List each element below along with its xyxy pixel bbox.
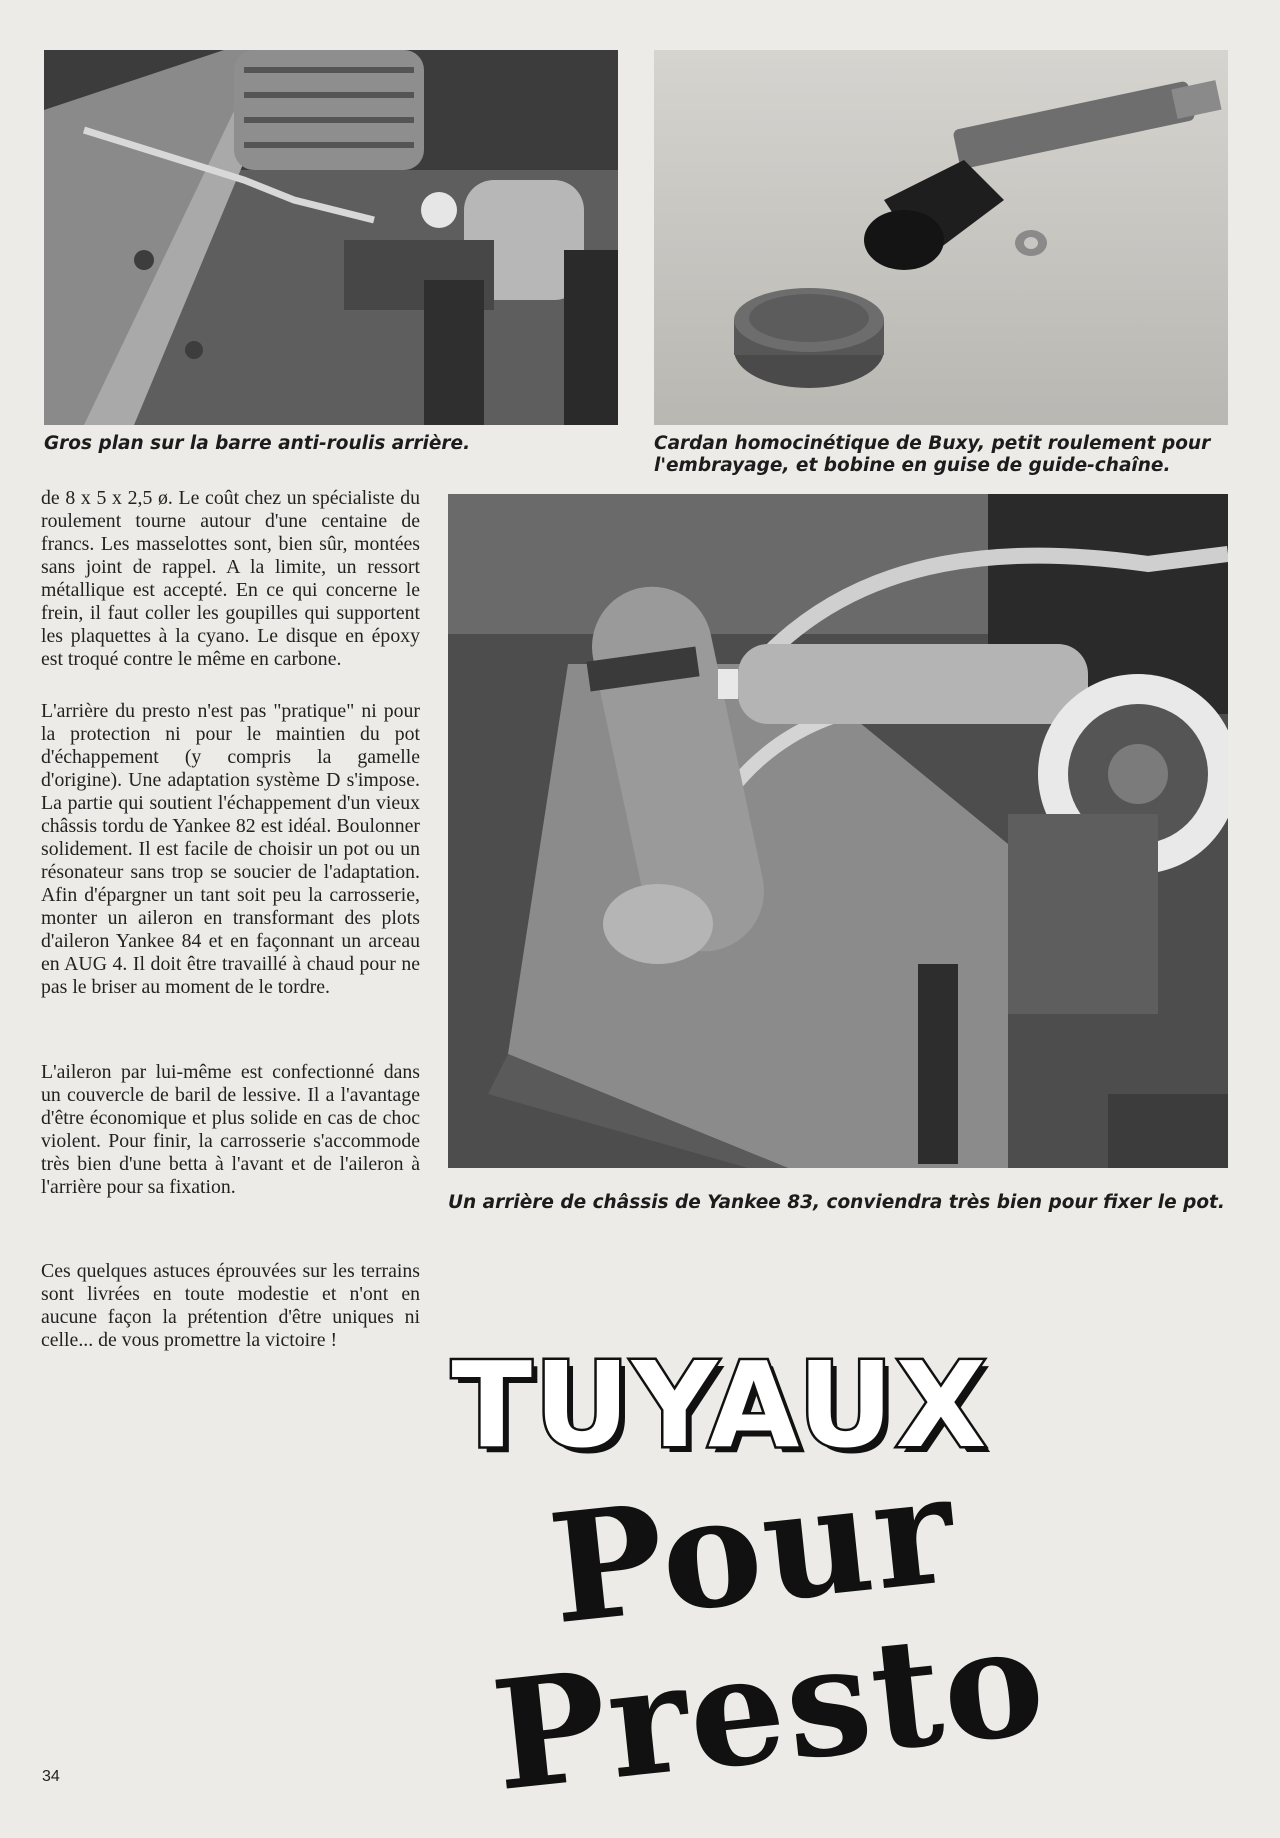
photo-rear-chassis-image xyxy=(448,494,1228,1168)
caption-rear-chassis: Un arrière de châssis de Yankee 83, conviendra très bien pour fixer le pot. xyxy=(448,1192,1225,1213)
caption-cardan-joint: Cardan homocinétique de Buxy, petit roulement pour l'embrayage, et bobine en guise de guide-chaîne. xyxy=(654,433,1211,476)
caption-anti-roll-bar: Gros plan sur la barre anti-roulis arrière. xyxy=(44,433,471,454)
page-number: 34 xyxy=(42,1768,60,1785)
photo-anti-roll-bar-image xyxy=(44,50,618,425)
article-title-line-1: TUYAUX xyxy=(451,1336,989,1474)
photo-rear-chassis xyxy=(448,494,1228,1168)
article-paragraph-1: de 8 x 5 x 2,5 ø. Le coût chez un spécialiste du roulement tourne autour d'une centaine de francs. Les masselottes sont, bien sûr, montées sans joint de rappel. A la limite, un ressort métallique est accepté. En ce qui concerne le frein, il faut coller les goupilles qui supportent les plaquettes à la cyano. Le disque en époxy est troqué contre le même en carbone. xyxy=(41,487,420,670)
photo-cardan-joint xyxy=(654,50,1228,425)
article-paragraph-4: Ces quelques astuces éprouvées sur les terrains sont livrées en toute modestie et n'ont en aucune façon la prétention d'être uniques ni celle... de vous promettre la victoire ! xyxy=(41,1260,420,1351)
photo-anti-roll-bar xyxy=(44,50,618,425)
article-paragraph-3: L'aileron par lui-même est confectionné dans un couvercle de baril de lessive. Il a l'avantage d'être économique et plus solide en cas de choc violent. Pour finir, la carrosserie s'accommode très bien d'une betta à l'avant et de l'aileron à l'arrière pour sa fixation. xyxy=(41,1061,420,1198)
article-paragraph-2: L'arrière du presto n'est pas "pratique" ni pour la protection ni pour le maintien du pot d'échappement (y compris la gamelle d'origine). Une adaptation système D s'impose. La partie qui soutient l'échappement d'un vieux châssis tordu de Yankee 82 est idéal. Boulonner solidement. Il est facile de choisir un pot ou un résonateur sans trop se soucier de l'adaptation. Afin d'épargner un tant soit peu la carrosserie, monter un aileron en transformant des plots d'aileron Yankee 84 et en façonnant un arceau en AUG 4. Il doit être travaillé à chaud pour ne pas le briser au moment de le tordre. xyxy=(41,700,420,998)
article-title-line-2: Pour Presto xyxy=(485,1440,1054,1826)
photo-cardan-joint-image xyxy=(654,50,1228,425)
